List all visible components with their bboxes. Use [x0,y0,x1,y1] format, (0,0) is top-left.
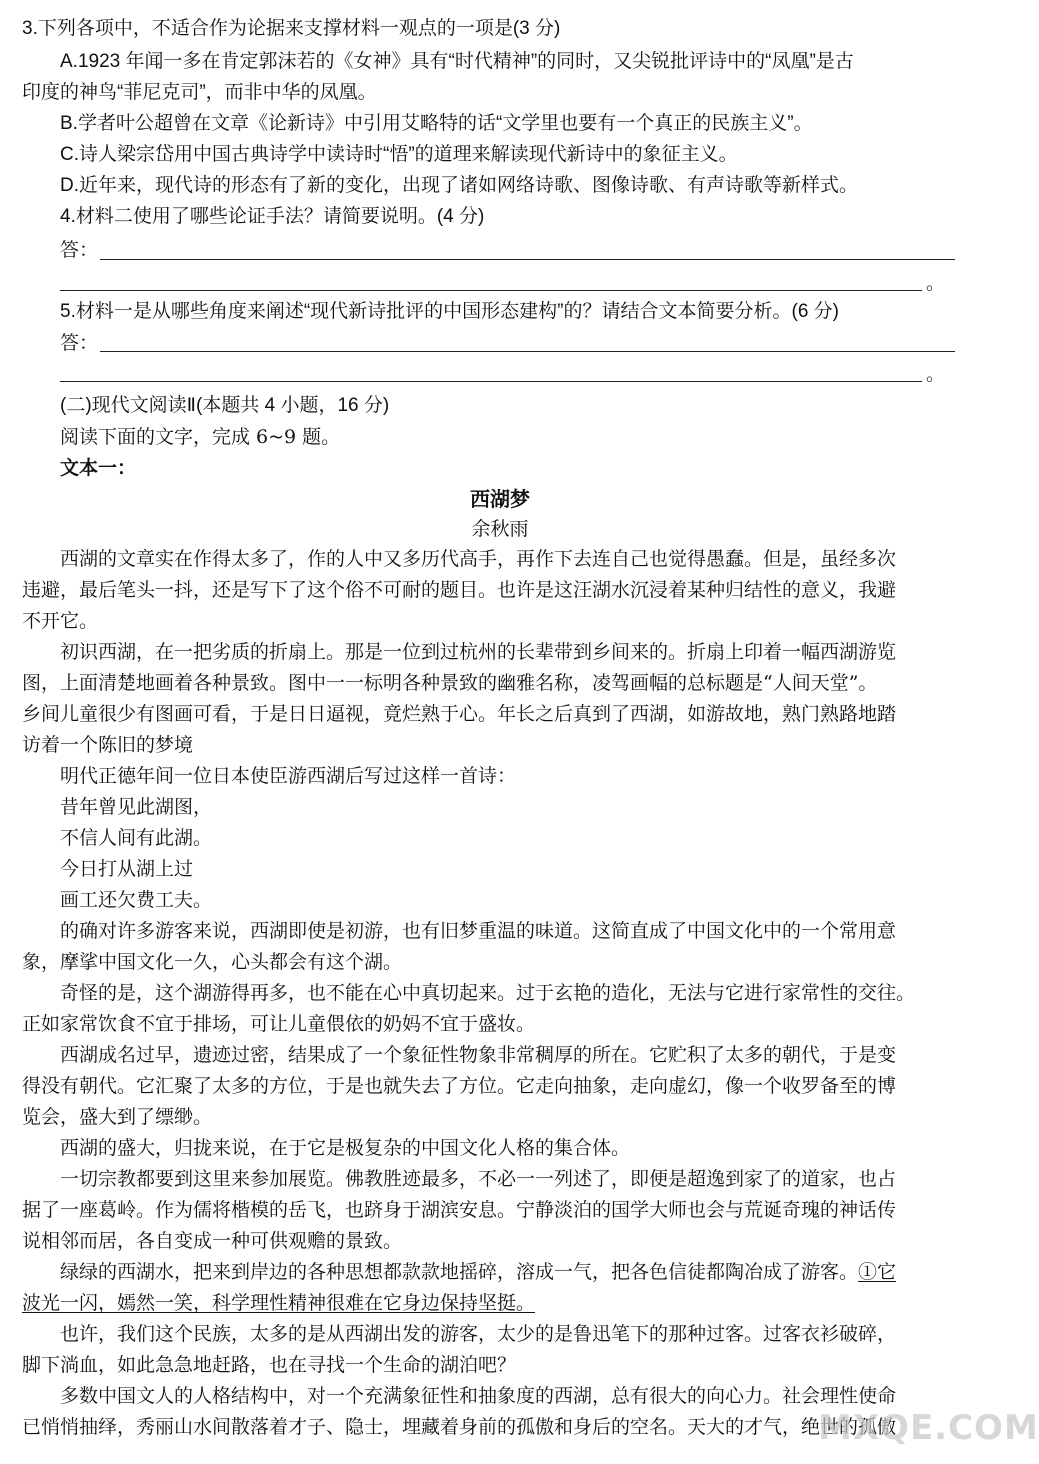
article-line: 据了一座葛岭。作为儒将楷模的岳飞，也跻身于湖滨安息。宁静淡泊的国学大师也会与荒诞奇瑰的神话传 [22,1199,897,1221]
text-one-label: 文本一： [60,457,137,479]
q4-answer-label: 答： [60,239,99,261]
article-line: 已悄悄抽绎，秀丽山水间散落着才子、隐士，埋藏着身前的孤傲和身后的空名。天大的才气，绝世的孤傲 [22,1416,897,1438]
poem-line: 昔年曾见此湖图， [60,796,213,818]
poem-line: 不信人间有此湖。 [60,827,213,849]
article-line: 览会，盛大到了缥缈。 [22,1106,213,1128]
q4-answer-line-2[interactable] [60,290,922,291]
q3-option-c: C.诗人梁宗岱用中国古典诗学中读诗时“悟”的道理来解读现代新诗中的象征主义。 [60,144,738,165]
article-line: 奇怪的是，这个湖游得再多，也不能在心中真切起来。过于玄艳的造化，无法与它进行家常性的交往。 [60,982,916,1004]
article-line: 不开它。 [22,610,99,632]
q4-end-mark: 。 [926,272,946,294]
article-line: 违避，最后笔头一抖，还是写下了这个俗不可耐的题目。也许是这汪湖水沉浸着某种归结性的意义，我避 [22,579,897,601]
section-header: (二)现代文阅读Ⅱ(本题共 4 小题，16 分) [60,395,390,416]
article-title: 西湖梦 [470,487,530,511]
article-line: 明代正德年间一位日本使臣游西湖后写过这样一首诗： [60,765,517,787]
q5-answer-line-1[interactable] [100,351,955,352]
article-line: 脚下淌血，如此急急地赶路，也在寻找一个生命的湖泊吧？ [22,1354,517,1376]
article-line: 多数中国文人的人格结构中，对一个充满象征性和抽象度的西湖，总有很大的向心力。社会理性使命 [60,1385,897,1407]
poem-line: 今日打从湖上过 [60,858,194,880]
q3-option-a-line1: A.1923 年闻一多在肯定郭沫若的《女神》具有“时代精神”的同时，又尖锐批评诗中的“凤凰”是古 [60,51,854,72]
q5-end-mark: 。 [926,363,946,385]
q5-answer-label: 答： [60,332,99,354]
article-line: 得没有朝代。它汇聚了太多的方位，于是也就失去了方位。它走向抽象，走向虚幻，像一个收罗备至的博 [22,1075,897,1097]
q4-stem: 4.材料二使用了哪些论证手法？请简要说明。(4 分) [60,206,485,227]
underlined-sentence-text: 波光一闪，嫣然一笑，科学理性精神很难在它身边保持坚挺。 [22,1292,536,1314]
underlined-sentence-marker: ①它 [858,1261,897,1283]
underlined-sentence [0,1290,1000,1316]
article-line: 访着一个陈旧的梦境 [22,734,194,756]
watermark-logo: MXQE.COM [818,1408,1039,1448]
q5-answer-line-2[interactable] [60,381,922,382]
q3-stem: 3.下列各项中，不适合作为论据来支撑材料一观点的一项是(3 分) [22,18,561,39]
q5-stem: 5.材料一是从哪些角度来阐述“现代新诗批评的中国形态建构”的？请结合文本简要分析。(6 分) [60,301,840,322]
article-line: 也许，我们这个民族，太多的是从西湖出发的游客，太少的是鲁迅笔下的那种过客。过客衣衫破碎， [60,1323,897,1345]
article-line: 说相邻而居，各自变成一种可供观赡的景致。 [22,1230,403,1252]
article-line: 西湖成名过早，遗迹过密，结果成了一个象征性物象非常稠厚的所在。它贮积了太多的朝代，于是变 [60,1044,897,1066]
q4-answer-line-1[interactable] [100,259,955,260]
article-line: 图，上面清楚地画着各种景致。图中一一标明各种景致的幽雅名称，凌驾画幅的总标题是“人间天堂”。 [22,672,878,694]
article-line: 西湖的文章实在作得太多了，作的人中又多历代高手，再作下去连自己也觉得愚蠢。但是，虽经多次 [60,548,897,570]
article-author: 余秋雨 [471,518,529,540]
poem-line: 画工还欠费工夫。 [60,889,213,911]
article-line-text: 绿绿的西湖水，把来到岸边的各种思想都款款地摇碎，溶成一气，把各色信徒都陶冶成了游客。 [60,1261,859,1283]
q3-option-d: D.近年来，现代诗的形态有了新的变化，出现了诸如网络诗歌、图像诗歌、有声诗歌等新样式。 [60,175,859,196]
section-instruction: 阅读下面的文字，完成 6~9 题。 [60,426,341,448]
article-line [0,1259,1000,1285]
article-line: 正如家常饮食不宜于排场，可让儿童偎依的奶妈不宜于盛妆。 [22,1013,536,1035]
article-line: 乡间儿童很少有图画可看，于是日日逼视，竟烂熟于心。年长之后真到了西湖，如游故地，熟门熟路地踏 [22,703,897,725]
article-line: 一切宗教都要到这里来参加展览。佛教胜迹最多，不必一一列述了，即便是超逸到家了的道家，也占 [60,1168,897,1190]
q3-option-b: B.学者叶公超曾在文章《论新诗》中引用艾略特的话“文学里也要有一个真正的民族主义”。 [60,113,813,134]
article-line: 初识西湖，在一把劣质的折扇上。那是一位到过杭州的长辈带到乡间来的。折扇上印着一幅西湖游览 [60,641,897,663]
article-line: 象，摩挲中国文化一久，心头都会有这个湖。 [22,951,403,973]
article-line: 的确对许多游客来说，西湖即使是初游，也有旧梦重温的味道。这简直成了中国文化中的一个常用意 [60,920,897,942]
article-line: 西湖的盛大，归拢来说，在于它是极复杂的中国文化人格的集合体。 [60,1137,631,1159]
q3-option-a-line2: 印度的神鸟“菲尼克司”，而非中华的凤凰。 [22,82,377,103]
